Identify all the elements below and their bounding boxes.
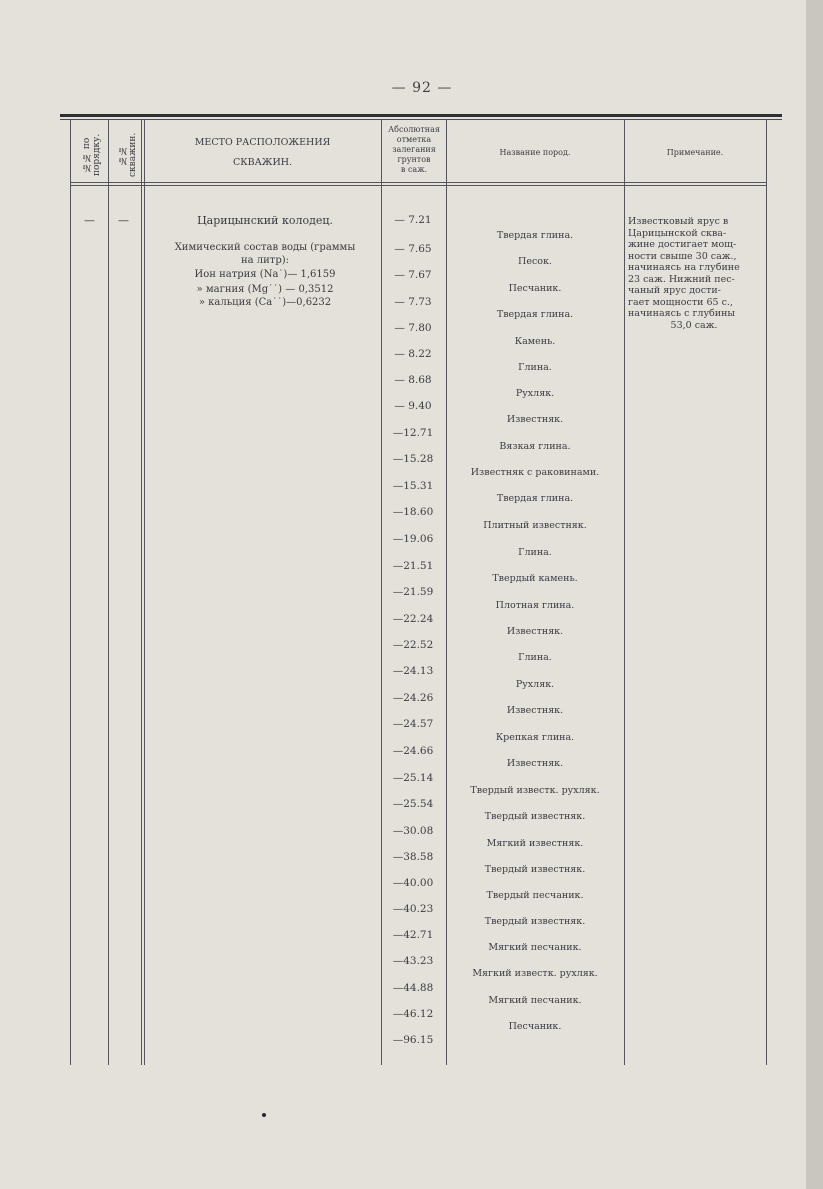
remark-line: 53,0 саж.	[670, 319, 718, 331]
col-line-2b	[144, 120, 145, 1065]
rock-name: Камень.	[514, 336, 556, 347]
remark-line: Известковый ярус в	[628, 216, 729, 227]
page-number: — 92 —	[391, 80, 453, 96]
table-top-rule	[60, 114, 782, 117]
rock-name: Глина.	[518, 652, 552, 663]
chem-line: Ион натрия (Na˙)— 1,6159	[194, 269, 336, 280]
header-location-line2: СКВАЖИН.	[232, 157, 293, 168]
remark-line: Царицынской сква-	[628, 227, 727, 239]
chem-line: » кальция (Ca˙˙)—0,6232	[198, 297, 332, 308]
rock-name: Твердая глина.	[496, 493, 574, 504]
col-line-2	[141, 120, 142, 1065]
depth-value: —30.08	[392, 825, 434, 837]
header-rock-name: Название пород.	[499, 148, 571, 157]
rock-name: Глина.	[518, 547, 552, 558]
depth-value: —43.23	[392, 955, 434, 967]
rock-name: Твердый камень.	[492, 573, 578, 584]
rock-name: Песчаник.	[508, 1021, 562, 1032]
depth-value: —40.00	[392, 877, 434, 889]
depth-value: —44.88	[392, 982, 434, 994]
rock-name: Известняк.	[506, 705, 564, 716]
col-line-left	[70, 120, 71, 1065]
ink-dot	[262, 1113, 266, 1117]
header-altitude-line: в саж.	[400, 165, 428, 174]
chem-line: Химический состав воды (граммы	[174, 242, 356, 253]
depth-value: —15.31	[392, 480, 434, 492]
remark-line: жине достигает мощ-	[628, 239, 737, 250]
header-bottom-line-2	[70, 185, 767, 186]
rock-name: Твердая глина.	[496, 230, 574, 241]
chem-line: » магния (Mg˙˙) — 0,3512	[196, 284, 334, 295]
rock-name: Твердый известк. рухляк.	[470, 785, 600, 796]
rock-name: Песок.	[518, 256, 552, 267]
depth-value: —22.24	[392, 613, 434, 625]
depth-value: — 7.80	[394, 322, 432, 334]
col-line-right	[766, 120, 767, 1065]
rock-name: Глина.	[518, 362, 552, 373]
rock-name: Известняк с раковинами.	[470, 467, 600, 478]
depth-value: —24.26	[392, 692, 434, 704]
table-top-rule-thin	[60, 119, 782, 120]
depth-value: — 7.73	[394, 296, 432, 308]
header-location-line1: МЕСТО РАСПОЛОЖЕНИЯ	[194, 137, 331, 148]
header-altitude-line: грунтов	[397, 155, 431, 164]
col-line-5	[624, 120, 625, 1065]
depth-value: —21.59	[392, 586, 434, 598]
depth-value: —25.54	[392, 798, 434, 810]
rock-name: Песчаник.	[508, 283, 562, 294]
location-name: Царицынский колодец.	[197, 214, 333, 227]
depth-value: —18.60	[392, 506, 434, 518]
header-well-number: №№ скважин.	[118, 132, 138, 178]
remark-line: начинаясь на глубине	[628, 262, 740, 273]
header-altitude-line: Абсолютная	[388, 125, 440, 134]
depth-value: —24.66	[392, 745, 434, 757]
depth-value: —96.15	[392, 1034, 434, 1046]
depth-value: — 9.40	[394, 400, 432, 412]
depth-value: —46.12	[392, 1008, 434, 1020]
depth-value: —25.14	[392, 772, 434, 784]
depth-value: —24.13	[392, 665, 434, 677]
depth-value: — 8.22	[394, 348, 432, 360]
depth-value: —40.23	[392, 903, 434, 915]
header-row-number: №№ по порядку.	[82, 133, 102, 177]
rock-name: Мягкий известняк.	[486, 838, 584, 849]
depth-value: —38.58	[392, 851, 434, 863]
remark-line: чаный ярус дости-	[628, 285, 721, 296]
rock-name: Плитный известняк.	[483, 520, 587, 531]
rock-name: Твердый известняк.	[484, 916, 586, 927]
remark-line: начинаясь с глубины	[628, 308, 735, 319]
depth-value: —42.71	[392, 929, 434, 941]
rock-name: Мягкий известк. рухляк.	[472, 968, 598, 979]
header-bottom-line	[70, 182, 767, 183]
rock-name: Плотная глина.	[495, 600, 575, 611]
page-edge	[806, 0, 823, 1189]
header-altitude	[382, 125, 446, 175]
rock-name: Рухляк.	[515, 679, 555, 690]
well-number: —	[118, 214, 129, 227]
rock-name: Твердая глина.	[496, 309, 574, 320]
depth-value: —12.71	[392, 427, 434, 439]
depth-value: — 8.68	[394, 374, 432, 386]
depth-value: —21.51	[392, 560, 434, 572]
rock-name: Мягкий песчаник.	[488, 995, 582, 1006]
header-remark: Примечание.	[666, 148, 724, 157]
header-altitude-line: отметка	[396, 135, 432, 144]
depth-value: —15.28	[392, 453, 434, 465]
rock-name: Твердый известняк.	[484, 864, 586, 875]
chem-line: на литр):	[240, 255, 290, 266]
depth-value: —22.52	[392, 639, 434, 651]
remark-line: ности свыше 30 саж.,	[628, 250, 737, 262]
rock-name: Крепкая глина.	[495, 732, 575, 743]
rock-name: Вязкая глина.	[499, 441, 571, 452]
col-line-1	[108, 120, 109, 1065]
header-altitude-line: залегания	[392, 145, 436, 154]
rock-name: Рухляк.	[515, 388, 555, 399]
remark-line: гает мощности 65 с.,	[628, 296, 733, 308]
rock-name: Твердый песчаник.	[486, 890, 584, 901]
depth-value: — 7.67	[394, 269, 432, 281]
depth-value: —24.57	[392, 718, 434, 730]
rock-name: Известняк.	[506, 626, 564, 637]
row-number: —	[84, 214, 95, 227]
remark-text	[628, 216, 760, 331]
rock-name: Известняк.	[506, 414, 564, 425]
rock-name: Твердый известняк.	[484, 811, 586, 822]
depth-value: —19.06	[392, 533, 434, 545]
rock-name: Мягкий песчаник.	[488, 942, 582, 953]
depth-value: — 7.65	[394, 243, 432, 255]
remark-line: 23 саж. Нижний пес-	[628, 273, 735, 285]
rock-name: Известняк.	[506, 758, 564, 769]
depth-value: — 7.21	[394, 214, 432, 226]
